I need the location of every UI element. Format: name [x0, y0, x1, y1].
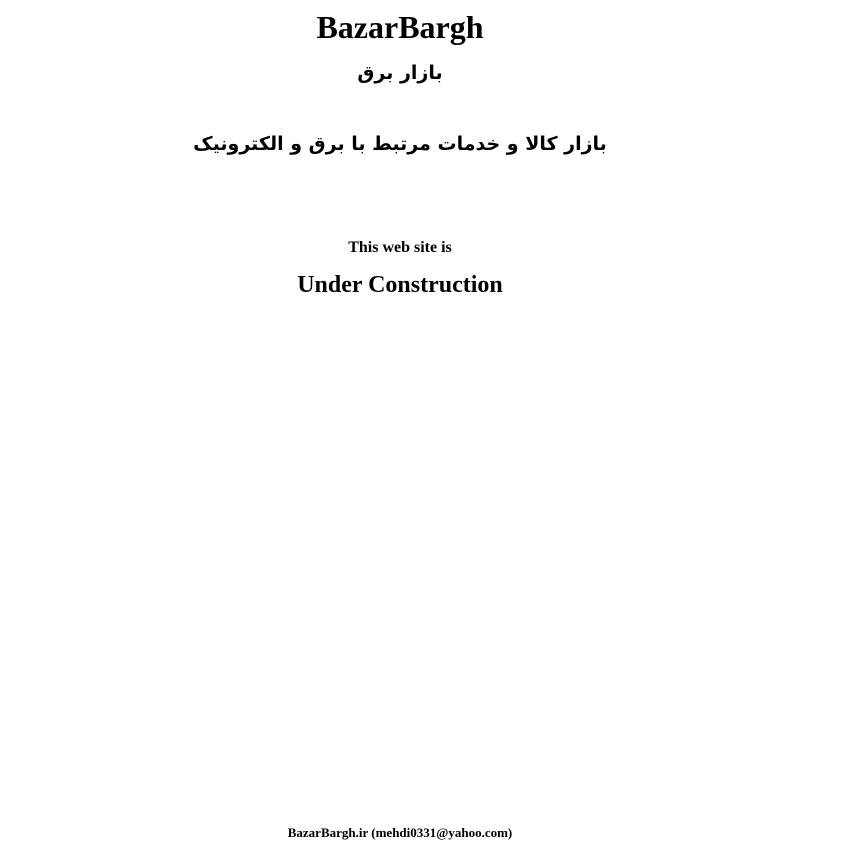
site-tagline-persian: بازار کالا و خدمات مرتبط با برق و الکترونیک — [193, 133, 607, 155]
footer-contact: BazarBargh.ir (mehdi0331@yahoo.com) — [287, 825, 513, 840]
site-title: BazarBargh — [316, 9, 484, 45]
under-construction-heading: Under Construction — [297, 272, 503, 298]
intro-text: This web site is — [348, 239, 452, 256]
site-title-persian: بازار برق — [357, 62, 443, 84]
